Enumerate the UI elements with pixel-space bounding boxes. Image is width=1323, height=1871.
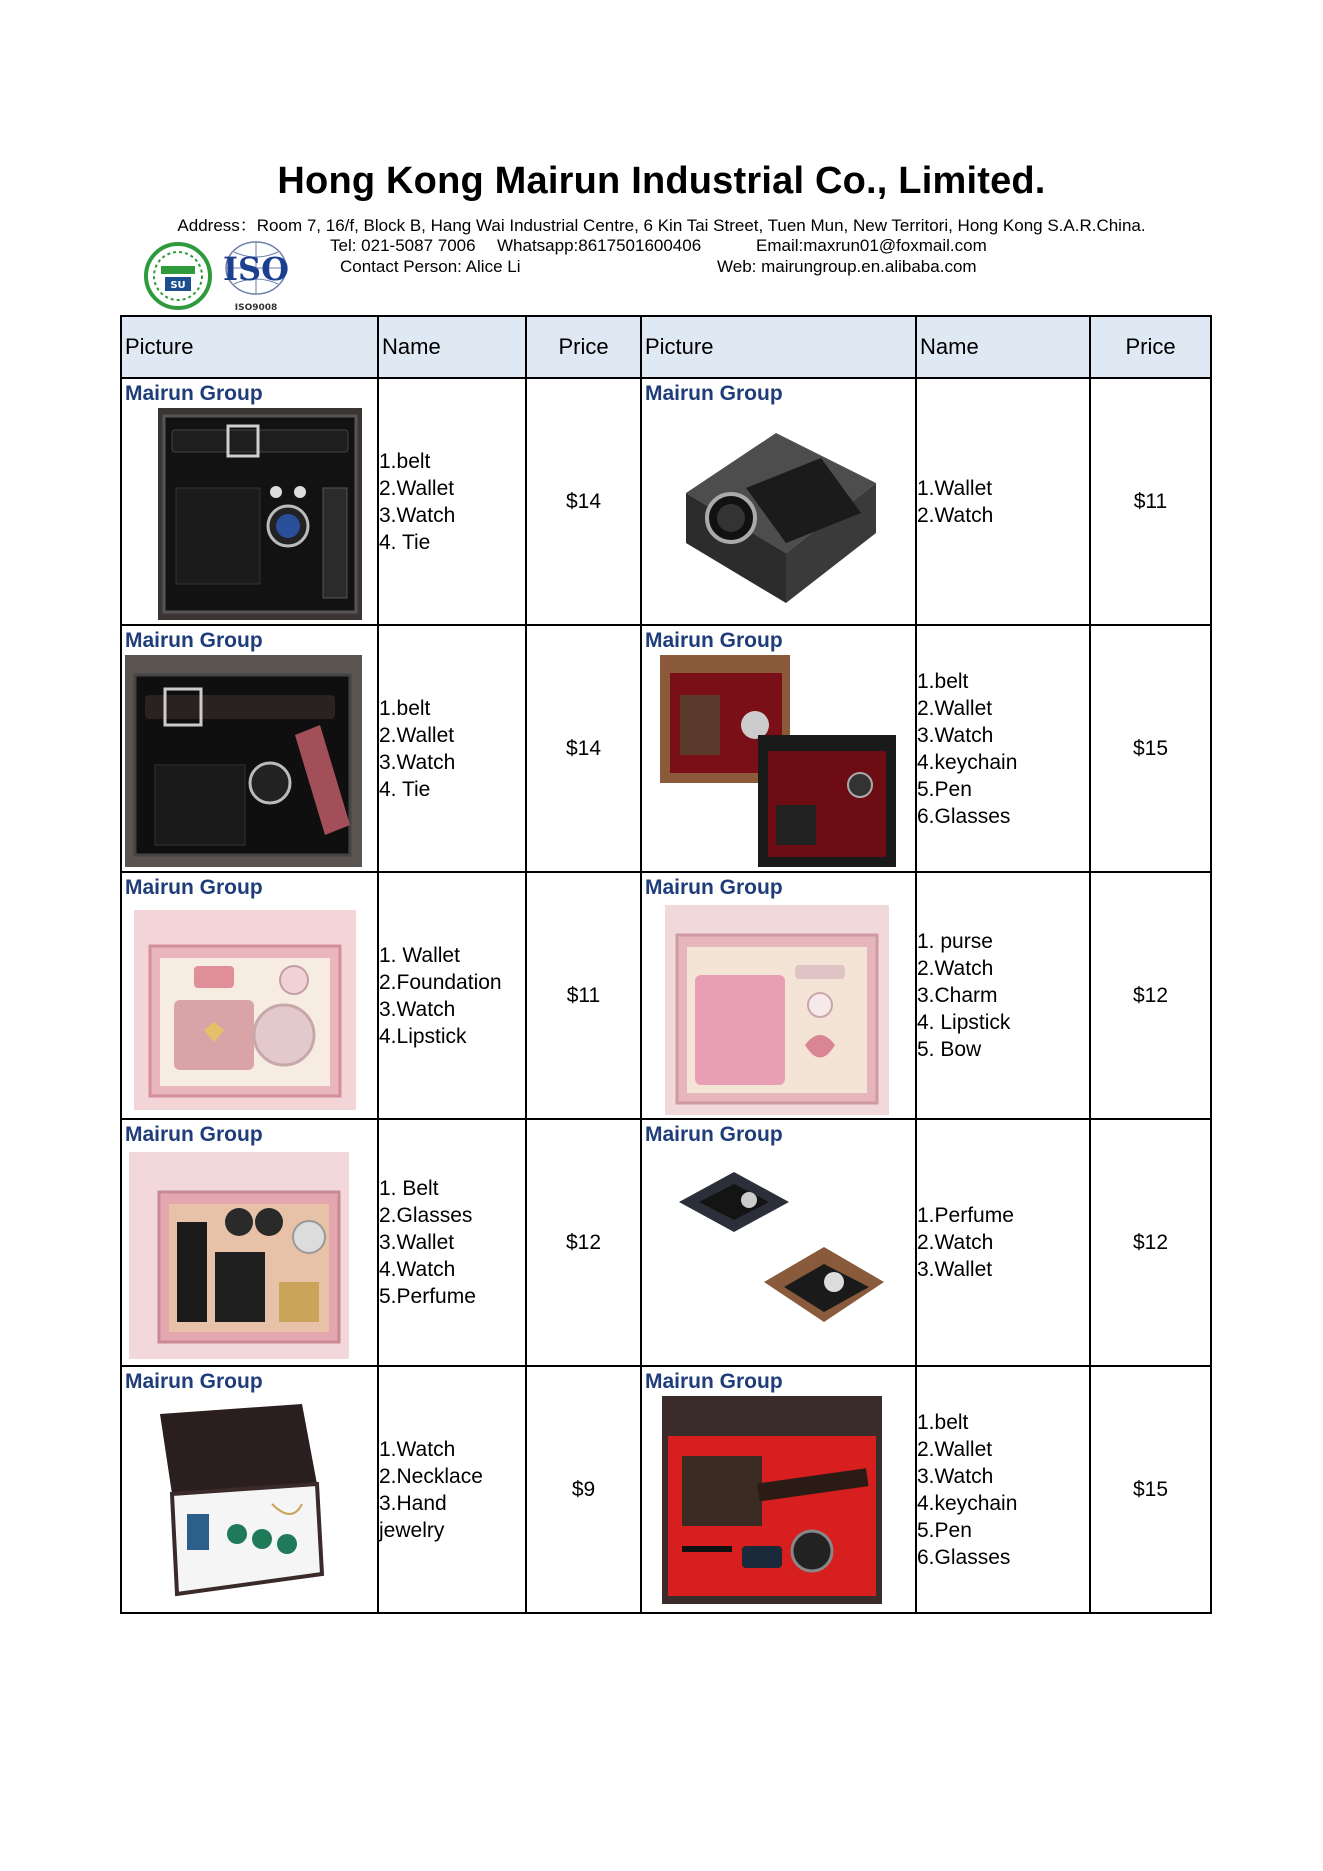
picture-cell (121, 1119, 378, 1366)
name-line: 5.Pen (917, 1518, 972, 1542)
product-name (916, 378, 1090, 625)
product-photo-icon (660, 655, 896, 867)
name-line: 2.Foundation (379, 970, 502, 994)
name-line: 6.Glasses (917, 1545, 1011, 1569)
svg-text:ISO: ISO (223, 250, 289, 288)
product-photo-icon (674, 1162, 884, 1358)
name-line: 2.Wallet (379, 723, 455, 747)
picture-cell (121, 1366, 378, 1613)
product-table (120, 315, 1212, 1614)
picture-cell (641, 1366, 916, 1613)
name-line: 2.Necklace (379, 1464, 483, 1488)
product-price: $11 (526, 872, 641, 1119)
seal-logo-icon (143, 241, 213, 311)
name-line: 4.keychain (917, 750, 1018, 774)
product-photo-icon (666, 423, 886, 613)
name-line: 1. purse (917, 930, 993, 953)
picture-cell (641, 625, 916, 872)
name-line: 2.Wallet (917, 696, 993, 720)
header-price: Price (1090, 316, 1211, 378)
contact-person: Contact Person: Alice Li (340, 257, 521, 276)
iso-logo-icon (216, 238, 296, 314)
name-line: 4. Lipstick (917, 1011, 1011, 1034)
picture-cell (641, 378, 916, 625)
name-line: 3.Watch (379, 750, 456, 774)
name-line: 3.Charm (917, 984, 998, 1007)
name-line: 1. Belt (379, 1177, 439, 1200)
name-line: 4.Lipstick (379, 1024, 467, 1048)
product-name (378, 378, 526, 625)
name-line: 2.Glasses (379, 1204, 473, 1227)
name-line: 3.Wallet (917, 1258, 993, 1281)
name-line: 5. Bow (917, 1038, 982, 1061)
company-title: Hong Kong Mairun Industrial Co., Limited. (277, 160, 1046, 202)
name-line: 2.Wallet (379, 476, 455, 500)
brand-label: Mairun Group (125, 1370, 263, 1393)
name-line: 2.Watch (917, 1231, 994, 1254)
name-line: 5.Perfume (379, 1285, 476, 1308)
name-line: 4.keychain (917, 1491, 1018, 1515)
table-row (121, 625, 1211, 872)
picture-cell (121, 378, 378, 625)
header-name: Name (378, 316, 526, 378)
name-line: 5.Pen (917, 777, 972, 801)
svg-text:ISO9008: ISO9008 (234, 303, 278, 313)
table-row (121, 1366, 1211, 1613)
name-line: 1.belt (917, 669, 969, 693)
company-email: Email:maxrun01@foxmail.com (756, 236, 987, 255)
header-name: Name (916, 316, 1090, 378)
name-line: 4.Watch (379, 1258, 456, 1281)
brand-label: Mairun Group (645, 629, 783, 652)
table-row (121, 1119, 1211, 1366)
product-price: $12 (1090, 872, 1211, 1119)
brand-label: Mairun Group (645, 876, 783, 899)
company-whatsapp: Whatsapp:8617501600406 (497, 236, 702, 255)
brand-label: Mairun Group (125, 876, 263, 899)
company-address: Address：Room 7, 16/f, Block B, Hang Wai Industrial Centre, 6 Kin Tai Street, Tuen Mun, New Territori, Hong Kong S.A.R.China. (177, 216, 1146, 235)
product-price: $12 (1090, 1119, 1211, 1366)
brand-label: Mairun Group (125, 1123, 263, 1146)
picture-cell (121, 625, 378, 872)
product-price: $15 (1090, 1366, 1211, 1613)
name-line: 3.Watch (917, 723, 994, 747)
picture-cell (121, 872, 378, 1119)
product-name (916, 1366, 1090, 1613)
product-name (378, 1366, 526, 1613)
product-photo-icon (134, 910, 356, 1110)
name-line: 3.Wallet (379, 1231, 455, 1254)
product-name (916, 1119, 1090, 1366)
product-photo-icon (665, 905, 889, 1115)
product-photo-icon (125, 655, 362, 867)
name-line: 3.Watch (379, 503, 456, 527)
company-tel: Tel: 021-5087 7006 (330, 236, 476, 255)
company-web: Web: mairungroup.en.alibaba.com (717, 257, 977, 276)
name-line: 1.Perfume (917, 1204, 1014, 1227)
product-photo-icon (152, 1394, 332, 1604)
product-price: $14 (526, 625, 641, 872)
table-row (121, 872, 1211, 1119)
table-row (121, 378, 1211, 625)
product-photo-icon (662, 1396, 882, 1604)
product-name (378, 1119, 526, 1366)
product-name (378, 872, 526, 1119)
name-line: 3.Hand (379, 1491, 447, 1515)
product-photo-icon (158, 408, 362, 620)
header-price: Price (526, 316, 641, 378)
name-line: 4. Tie (379, 777, 431, 801)
product-price: $15 (1090, 625, 1211, 872)
product-photo-icon (129, 1152, 349, 1359)
product-price: $14 (526, 378, 641, 625)
name-line: 1.Watch (379, 1437, 456, 1461)
header-picture: Picture (121, 316, 378, 378)
product-name (916, 625, 1090, 872)
svg-text:SU: SU (170, 280, 186, 291)
name-line: 1.belt (379, 696, 431, 720)
name-line: 1.Wallet (917, 476, 993, 500)
product-name (378, 625, 526, 872)
name-line: 2.Wallet (917, 1437, 993, 1461)
header-picture: Picture (641, 316, 916, 378)
picture-cell (641, 872, 916, 1119)
name-line: 1. Wallet (379, 943, 460, 967)
name-line: 3.Watch (379, 997, 456, 1021)
picture-cell (641, 1119, 916, 1366)
name-line: jewelry (379, 1518, 445, 1542)
name-line: 1.belt (917, 1410, 969, 1434)
name-line: 4. Tie (379, 530, 431, 554)
product-name (916, 872, 1090, 1119)
brand-label: Mairun Group (125, 382, 263, 405)
table-header-row (121, 316, 1211, 378)
name-line: 1.belt (379, 449, 431, 473)
product-price: $9 (526, 1366, 641, 1613)
brand-label: Mairun Group (645, 1370, 783, 1393)
name-line: 2.Watch (917, 957, 994, 980)
name-line: 2.Watch (917, 503, 994, 527)
brand-label: Mairun Group (125, 629, 263, 652)
name-line: 6.Glasses (917, 804, 1011, 828)
brand-label: Mairun Group (645, 1123, 783, 1146)
brand-label: Mairun Group (645, 382, 783, 405)
product-price: $11 (1090, 378, 1211, 625)
product-price: $12 (526, 1119, 641, 1366)
name-line: 3.Watch (917, 1464, 994, 1488)
